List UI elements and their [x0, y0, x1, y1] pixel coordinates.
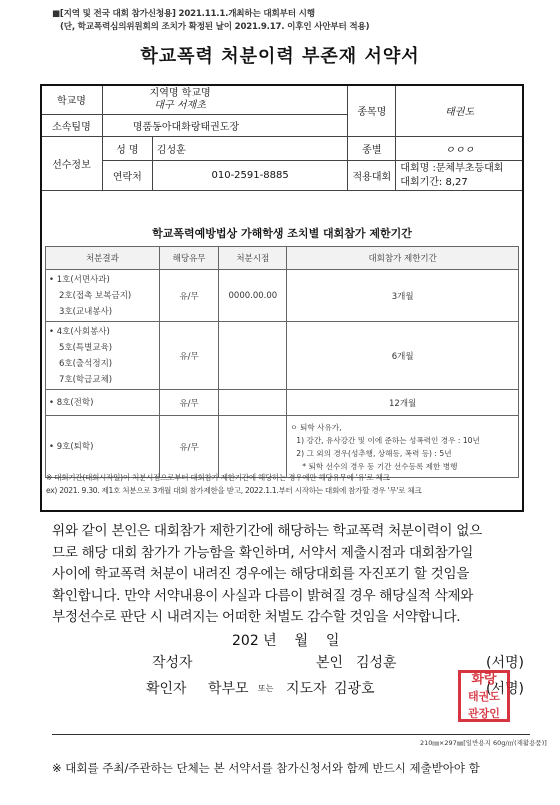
- writer-label: 작성자: [152, 655, 193, 671]
- row-1-period: 3개월: [287, 270, 519, 322]
- list-item: 3호(교내봉사): [59, 306, 113, 317]
- confirmer-name: 김광호: [334, 681, 375, 697]
- writer-name: 김성훈: [356, 655, 397, 671]
- pledge-line: 므로 해당 대회 참가가 가능함을 확인하며, 서약서 제출시점과 대회참가일: [52, 544, 474, 561]
- list-item: 5호(특별교육): [59, 342, 113, 353]
- notice-line-2: (단, 학교폭력심의위원회의 조치가 확정된 날이 2021.9.17. 이후인 사안부터 적용): [60, 22, 370, 32]
- pledge-line: 확인합니다. 만약 서약내용이 사실과 다름이 밝혀질 경우 해당실적 삭제와: [52, 587, 474, 604]
- date-line: 202 년 월 일: [232, 633, 340, 649]
- list-item: • 4호(사회봉사): [49, 326, 110, 337]
- row-1-items: [46, 270, 160, 322]
- note-line: 2) 그 외의 경우(성추행, 상해등, 폭력 등) : 5년: [296, 448, 452, 458]
- notice-line-1: ■[지역 및 전국 대회 참가신청용] 2021.11.1.개최하는 대회부터 시행: [52, 9, 315, 19]
- list-item: 7호(학급교체): [59, 374, 113, 385]
- pledge-line: 위와 같이 본인은 대회참가 제한기간에 해당하는 학교폭력 처분이력이 없으: [52, 523, 482, 539]
- confirmer-sign: (서명): [486, 681, 524, 697]
- row-3-yn: 유/무: [159, 390, 219, 416]
- note-line: 1) 강간, 유사강간 및 이에 준하는 성폭력인 경우 : 10년: [296, 435, 480, 445]
- note-line: * 퇴학 선수의 경우 동 기간 선수등록 제한 병행: [302, 461, 458, 471]
- footnote-2: ex) 2021. 9.30. 제1호 처분으로 3개월 대회 참가제한을 받고, 2022.1.1.부터 시작하는 대회에 참가할 경우 '무'로 체크: [46, 486, 422, 495]
- row-1-date: 0000.00.00: [219, 270, 287, 322]
- row-2-yn: 유/무: [159, 322, 219, 390]
- confirmer-role: 학부모: [208, 681, 249, 697]
- row-3-date: [219, 390, 287, 416]
- event-label: 종목명: [348, 85, 396, 137]
- seal-stamp: [458, 670, 510, 722]
- header-applicable: 해당유무: [159, 247, 219, 270]
- writer-role: 본인: [316, 655, 344, 671]
- pledge-line: 사이에 학교폭력 처분이 내려진 경우에는 해당대회를 자진포기 할 것임을: [52, 566, 470, 582]
- restrict-title: 학교폭력예방법상 가해학생 조치별 대회참가 제한기간: [152, 227, 412, 240]
- school-region: 지역명 학교명: [149, 87, 211, 99]
- school-label: 학교명: [41, 85, 103, 115]
- row-2-period: 6개월: [287, 322, 519, 390]
- name-label: 성 명: [102, 137, 152, 161]
- list-item: • 8호(전학): [49, 397, 94, 408]
- row-2-items: [46, 322, 160, 390]
- confirmer-role2: 지도자: [286, 681, 327, 697]
- row-1-yn: 유/무: [159, 270, 219, 322]
- bottom-note: ※ 대회를 주최/주관하는 단체는 본 서약서를 참가신청서와 함께 반드시 제출받아야 함: [52, 761, 480, 775]
- player-label: 선수정보: [41, 137, 103, 191]
- school-value: 대구 서재초: [154, 99, 206, 111]
- contact-label: 연락처: [102, 161, 152, 191]
- list-item: • 9호(퇴학): [49, 441, 94, 452]
- paper-size: 210㎜×297㎜[일반용지 60g/㎡(재활용품)]: [420, 739, 547, 747]
- footnote-1: ※ 대회기간(대회시작일)이 처분시점으로부터 대회참가 제한기간에 해당하는 경우에만 해당유무에 '유'로 체크: [46, 473, 390, 482]
- document-title: 학교폭력 처분이력 부존재 서약서: [140, 46, 420, 67]
- stamp-line: 관장인: [468, 706, 500, 720]
- confirmer-label: 확인자: [146, 681, 187, 697]
- footnotes: [46, 471, 524, 497]
- row-4-items: [46, 416, 160, 478]
- applied-label: 적용대회: [348, 161, 396, 191]
- event-value: 태권도: [396, 85, 524, 137]
- writer-sign: (서명): [486, 655, 524, 671]
- header-date: 처분시점: [219, 247, 287, 270]
- list-item: • 1호(서면사과): [49, 274, 110, 285]
- team-value: 명품동아대화랑태권도장: [102, 115, 348, 137]
- restriction-table: [45, 246, 519, 478]
- row-4-note: [287, 416, 519, 478]
- category-label: 종별: [348, 137, 396, 161]
- bottom-rule: [52, 734, 530, 735]
- notice: [52, 8, 532, 34]
- note-line: ㅇ 퇴학 사유가,: [290, 422, 342, 432]
- row-3-items: [46, 390, 160, 416]
- pledge-text: [52, 521, 522, 629]
- stamp-line: 화랑: [471, 671, 497, 687]
- list-item: 2호(접촉 보복금지): [59, 290, 132, 301]
- pledge-line: 부정선수로 판단 시 내려지는 어떠한 처벌도 감수할 것임을 서약합니다.: [52, 609, 461, 625]
- row-4-date: [219, 416, 287, 478]
- competition-period: 대회기간: 8,27: [400, 176, 468, 188]
- header-result: 처분결과: [46, 247, 160, 270]
- name-value: 김성훈: [152, 137, 348, 161]
- stamp-line: 태권도: [468, 689, 500, 703]
- header-period: 대회참가 제한기간: [287, 247, 519, 270]
- competition-name: 대회명 :문체부초등대회: [400, 162, 504, 174]
- row-2-date: [219, 322, 287, 390]
- list-item: 6호(출석정지): [59, 358, 113, 369]
- row-3-period: 12개월: [287, 390, 519, 416]
- contact-value: 010-2591-8885: [152, 161, 348, 191]
- confirmer-or: 또는: [258, 684, 274, 693]
- team-label: 소속팀명: [41, 115, 103, 137]
- row-4-yn: 유/무: [159, 416, 219, 478]
- category-value: ㅇㅇㅇ: [396, 137, 524, 161]
